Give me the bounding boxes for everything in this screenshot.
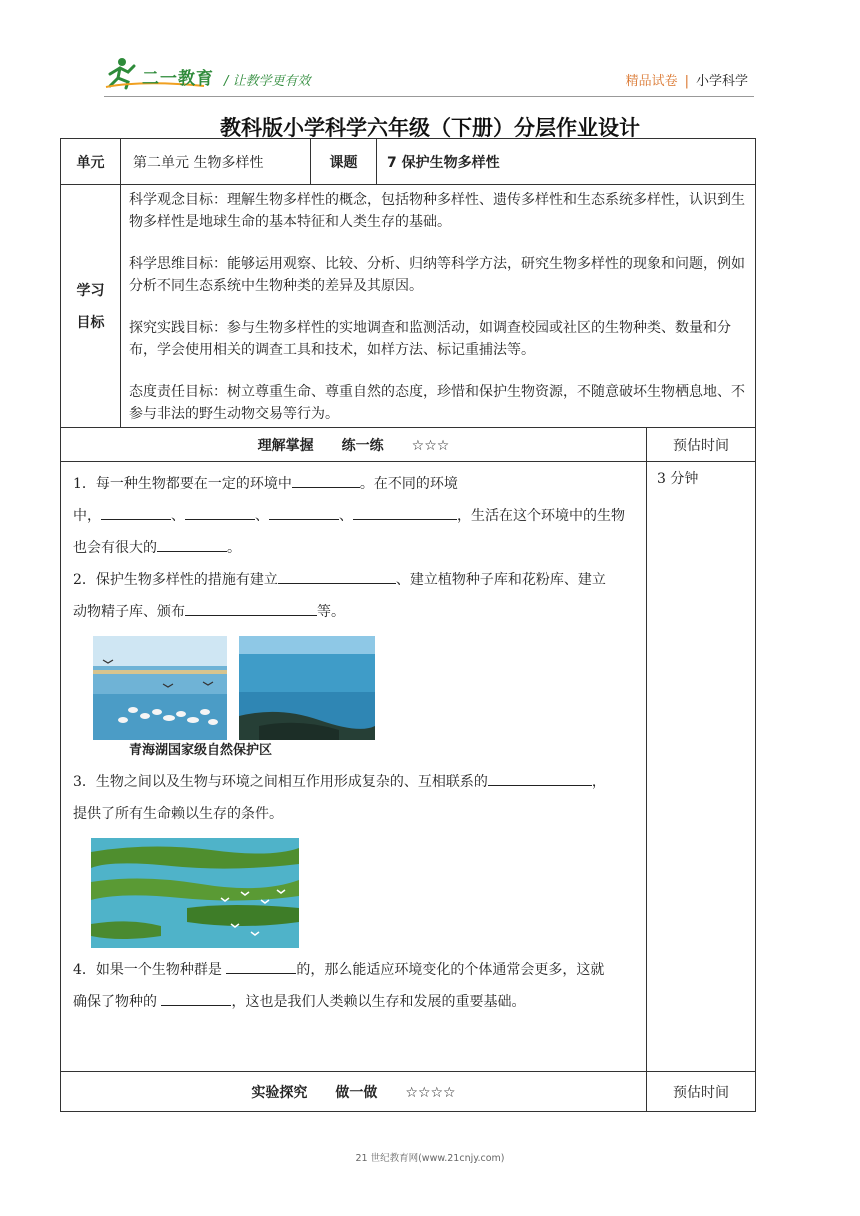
q4-text-c: 确保了物种的 xyxy=(73,994,162,1010)
q2-text-a: 2．保护生物多样性的措施有建立 xyxy=(73,572,278,588)
section2-subtitle: 做一做 xyxy=(335,1084,378,1101)
q2-blank-2[interactable] xyxy=(185,597,317,616)
q2-text-c: 动物精子库、颁布 xyxy=(73,604,185,620)
page-header xyxy=(0,0,860,100)
section1-est-label: 预估时间 xyxy=(647,428,756,462)
q1-text-f: 。 xyxy=(227,540,241,556)
section1-title: 理解掌握 xyxy=(257,437,314,454)
section2-stars: ☆☆☆☆ xyxy=(405,1084,456,1101)
q4-text-d: ，这也是我们人类赖以生存和发展的重要基础。 xyxy=(231,994,526,1010)
section1-stars: ☆☆☆ xyxy=(411,437,450,454)
page-footer: 21 世纪教育网(www.21cnjy.com) xyxy=(355,1153,505,1164)
goals-label xyxy=(61,185,121,428)
q1-blank-2[interactable] xyxy=(101,501,171,520)
slogan: / 让教学更有效 xyxy=(224,74,311,89)
questions xyxy=(61,462,647,1072)
section1-subtitle: 练一练 xyxy=(341,437,384,454)
tag-separator: | xyxy=(684,74,689,89)
q2-text-b: 、建立植物种子库和花粉库、建立 xyxy=(395,572,606,588)
goal-item: 态度责任目标：树立尊重生命、尊重自然的态度，珍惜和保护生物资源，不随意破坏生物栖息地、不参与非法的野生动物交易等行为。 xyxy=(129,384,745,422)
logo-text: 二一教育 xyxy=(142,69,214,89)
question-3 xyxy=(73,766,634,830)
q1-sep: 、 xyxy=(339,508,353,524)
question-2 xyxy=(73,564,634,628)
q4-blank-1[interactable] xyxy=(226,955,296,974)
q1-blank-4[interactable] xyxy=(269,501,339,520)
lake-images xyxy=(93,636,634,740)
topic-value: 7 保护生物多样性 xyxy=(377,139,756,185)
tag-subject: 小学科学 xyxy=(695,74,748,89)
goals-label-1: 学习 xyxy=(76,283,105,299)
q1-blank-6[interactable] xyxy=(157,533,227,552)
section2-heading xyxy=(61,1072,647,1112)
q1-blank-1[interactable] xyxy=(292,469,360,488)
image-caption: 青海湖国家级自然保护区 xyxy=(129,743,273,758)
q1-text-c: 中， xyxy=(73,508,101,524)
q1-blank-3[interactable] xyxy=(185,501,255,520)
page-title: 教科版小学科学六年级（下册）分层作业设计 xyxy=(220,116,640,140)
header-divider xyxy=(104,96,754,97)
section1-header-row xyxy=(61,428,756,462)
q3-text-a: 3．生物之间以及生物与环境之间相互作用形成复杂的、互相联系的 xyxy=(73,774,488,790)
q1-blank-5[interactable] xyxy=(353,501,457,520)
goals-row xyxy=(61,185,756,428)
section2-header-row xyxy=(61,1072,756,1112)
question-1 xyxy=(73,468,634,564)
tag-highlight: 精品试卷 xyxy=(625,74,678,89)
q1-text-a: 1．每一种生物都要在一定的环境中 xyxy=(73,476,292,492)
goal-item: 科学思维目标：能够运用观察、比较、分析、归纳等科学方法，研究生物多样性的现象和问题，例如分析不同生态系统中生物种类的差异及其原因。 xyxy=(129,256,745,294)
section1-heading xyxy=(61,428,647,462)
q1-text-b: 。在不同的环境 xyxy=(359,476,458,492)
q4-text-a: 4．如果一个生物种群是 xyxy=(73,962,227,978)
q1-text-d: ，生活在这个环境中的生物 xyxy=(457,508,625,524)
q1-sep: 、 xyxy=(171,508,185,524)
section2-title: 实验探究 xyxy=(251,1084,308,1101)
q1-text-e: 也会有很大的 xyxy=(73,540,157,556)
topic-label: 课题 xyxy=(311,139,377,185)
unit-value: 第二单元 生物多样性 xyxy=(121,139,311,185)
lake-fish-photo xyxy=(239,636,375,740)
q4-text-b: 的，那么能适应环境变化的个体通常会更多，这就 xyxy=(296,962,605,978)
header-tag xyxy=(626,70,748,89)
q2-blank-1[interactable] xyxy=(278,565,396,584)
q3-text-c: 提供了所有生命赖以生存的条件。 xyxy=(73,806,283,822)
q4-blank-2[interactable] xyxy=(161,987,231,1006)
goal-item: 科学观念目标：理解生物多样性的概念，包括物种多样性、遗传多样性和生态系统多样性，认识到生物多样性是地球生命的基本特征和人类生存的基础。 xyxy=(129,192,745,230)
info-row xyxy=(61,139,756,185)
q2-text-d: 等。 xyxy=(317,604,345,620)
question-4 xyxy=(73,954,634,1018)
wetland-birds-photo xyxy=(91,838,299,948)
q1-sep: 、 xyxy=(255,508,269,524)
goals-label-2: 目标 xyxy=(76,315,105,331)
q3-blank-1[interactable] xyxy=(488,767,592,786)
goals-content xyxy=(121,185,756,428)
section2-est-label: 预估时间 xyxy=(647,1072,756,1112)
section1-time: 3 分钟 xyxy=(647,462,756,1072)
goal-item: 探究实践目标：参与生物多样性的实地调查和监测活动，如调查校园或社区的生物种类、数量和分布，学会使用相关的调查工具和技术，如样方法、标记重捕法等。 xyxy=(129,320,731,358)
q3-text-b: ， xyxy=(591,774,606,790)
unit-label: 单元 xyxy=(61,139,121,185)
lake-birds-photo xyxy=(93,636,227,740)
worksheet-table xyxy=(60,138,756,1112)
section1-content-row xyxy=(61,462,756,1072)
